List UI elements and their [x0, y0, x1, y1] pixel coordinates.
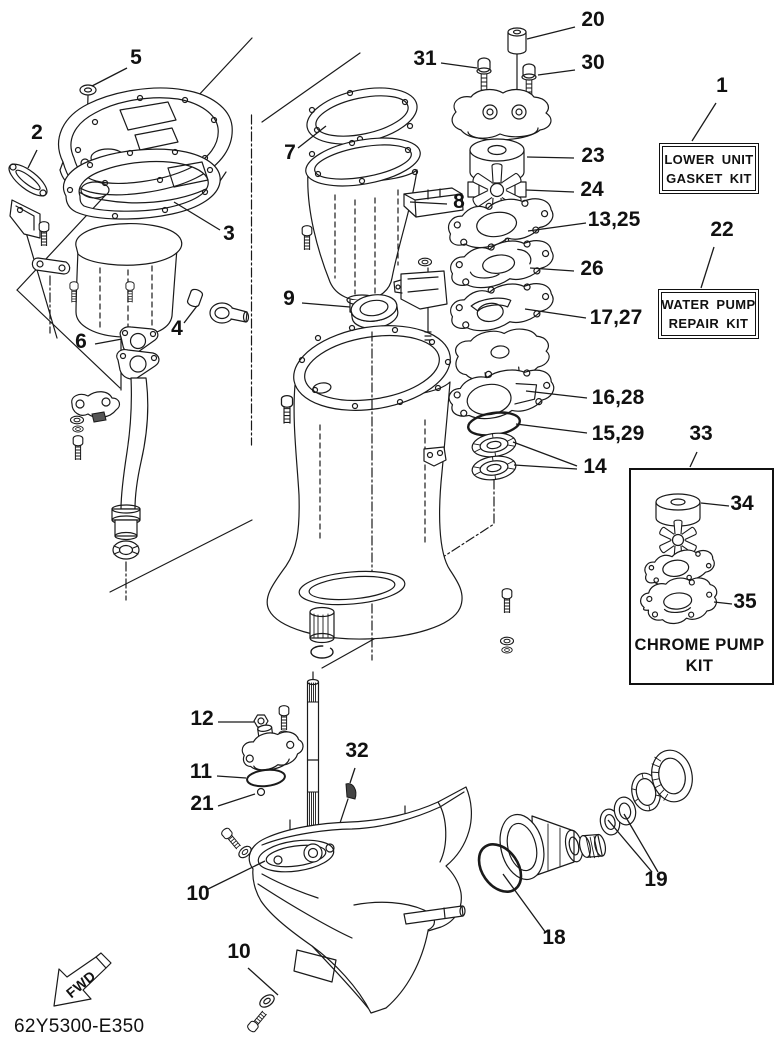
cap-nut-20 [508, 28, 526, 54]
callout-6: 6 [75, 330, 87, 353]
gear-case-assembly [220, 672, 697, 1033]
callout-17,27: 17,27 [589, 306, 643, 329]
callout-30: 30 [581, 51, 605, 74]
pump-base-12-group [239, 706, 306, 773]
callout-35: 35 [733, 590, 757, 613]
leader-line-20 [527, 27, 575, 39]
callout-10: 10 [227, 940, 251, 963]
callout-7: 7 [284, 141, 296, 164]
lower-unit-gasket-kit-box [659, 143, 759, 194]
driveshaft-housing [267, 315, 462, 660]
leader-line-19 [624, 814, 658, 872]
bearing-14-lower [471, 454, 518, 483]
water-pump-repair-kit-box-inner [661, 292, 756, 336]
leader-line-14 [513, 442, 577, 466]
water-pump-repair-kit-box [658, 289, 759, 339]
leader-line-2 [28, 150, 37, 168]
leader-line-30 [538, 70, 575, 75]
leader-line-31 [441, 63, 477, 68]
leader-line-24 [526, 190, 574, 192]
bolt-10-lower [246, 992, 276, 1033]
leader-line-19 [608, 820, 652, 872]
fwd-arrow-icon [54, 953, 111, 1006]
housing-bolt-washers [501, 589, 514, 653]
callout-24: 24 [580, 178, 604, 201]
water-pump-stack [446, 28, 557, 482]
callout-11: 11 [189, 760, 213, 783]
leader-line-6 [95, 339, 122, 344]
leader-line-18 [503, 874, 546, 933]
upper-casing-assembly [4, 85, 248, 600]
leader-line-33 [690, 452, 697, 467]
callout-26: 26 [580, 257, 604, 280]
kit-box-line: LOWER UNIT [664, 151, 754, 167]
callout-2: 2 [31, 121, 43, 144]
upper-casing-top [59, 88, 233, 203]
callout-10: 10 [186, 882, 210, 905]
callout-16,28: 16,28 [591, 386, 645, 409]
callout-5: 5 [130, 46, 142, 69]
callout-3: 3 [223, 222, 235, 245]
leader-line-10 [248, 968, 278, 995]
chrome-pump-kit-title [631, 635, 768, 677]
plug-grommet-4 [186, 288, 248, 323]
callout-21: 21 [190, 792, 214, 815]
gear-case-body [249, 787, 471, 1013]
kit-box-line: REPAIR KIT [668, 316, 749, 331]
clip-21 [258, 789, 265, 796]
callout-9: 9 [283, 287, 295, 310]
fwd-label: FWD [62, 967, 99, 1002]
leader-line-4 [184, 306, 197, 323]
callout-12: 12 [190, 707, 214, 730]
leader-line-32 [350, 768, 355, 783]
leader-line-1 [692, 103, 716, 141]
bolt-10-upper [220, 827, 253, 860]
leader-line-9 [302, 303, 350, 307]
kit-box-line: CHROME PUMP [634, 636, 765, 654]
kit-box-line: WATER PUMP [661, 297, 756, 312]
callout-15,29: 15,29 [591, 422, 645, 445]
exhaust-guide-casing [32, 224, 181, 337]
callout-13,25: 13,25 [587, 208, 641, 231]
pump-housing [452, 90, 551, 140]
callout-1: 1 [716, 74, 728, 97]
woodruff-key-32 [346, 784, 356, 799]
callout-18: 18 [542, 926, 566, 949]
leader-line-5 [92, 68, 127, 86]
callout-8: 8 [453, 190, 465, 213]
o-ring-11 [246, 768, 285, 788]
leader-line-23 [527, 157, 574, 158]
kit-box-line: GASKET KIT [666, 170, 752, 186]
drawing-code: 62Y5300-E350 [14, 1016, 145, 1037]
callout-34: 34 [730, 492, 754, 515]
callout-33: 33 [689, 422, 713, 445]
callout-32: 32 [345, 739, 369, 762]
leader-line-11 [217, 776, 246, 778]
oil-seals-19 [598, 795, 638, 837]
lower-unit-gasket-kit-box-inner [662, 146, 756, 191]
callout-31: 31 [413, 47, 437, 70]
callout-19: 19 [644, 868, 668, 891]
seal-grommet-5 [80, 85, 96, 95]
bearing-carrier [494, 810, 608, 884]
callout-4: 4 [171, 317, 183, 340]
leader-line-21 [218, 794, 255, 806]
gasket-17-27 [448, 278, 556, 335]
leader-line-14 [514, 465, 577, 469]
callout-22: 22 [710, 218, 734, 241]
water-tube [112, 378, 148, 600]
water-tube-gaskets-6 [117, 327, 159, 379]
leader-line-22 [701, 247, 714, 288]
leader-line-15,29 [516, 424, 587, 433]
kit-box-line: KIT [685, 657, 714, 675]
callout-14: 14 [583, 455, 607, 478]
callout-20: 20 [581, 8, 605, 31]
callout-23: 23 [581, 144, 605, 167]
